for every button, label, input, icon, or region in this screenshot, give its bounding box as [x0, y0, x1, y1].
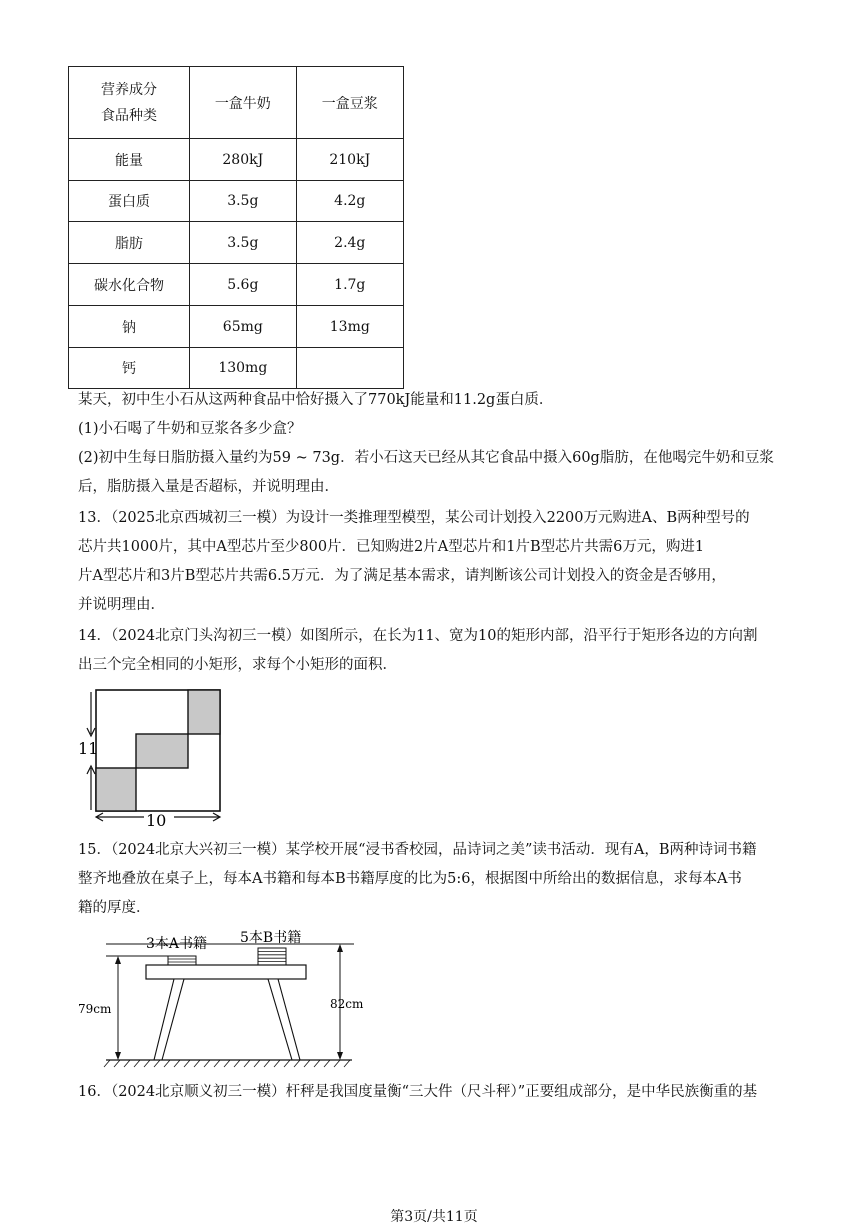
cell-soy: 1.7g	[296, 264, 403, 306]
q13-line1: 13．（2025北京西城初三一模）为设计一类推理型模型，某公司计划投入2200万元购进A、B两种型号的	[78, 510, 750, 526]
small-rectangle	[96, 768, 136, 811]
row-name: 钙	[69, 348, 190, 389]
q16-block	[78, 1078, 798, 1107]
nutrition-table	[68, 66, 404, 389]
cell-soy: 13mg	[296, 306, 403, 348]
label-a-books: 3本A书籍	[146, 936, 208, 952]
cell-milk: 3.5g	[190, 181, 297, 222]
right-height-label: 82cm	[330, 997, 364, 1011]
table-leg	[154, 979, 184, 1060]
cell-milk: 130mg	[190, 348, 297, 389]
table-top	[146, 965, 306, 979]
table-row	[69, 139, 404, 181]
cell-milk: 65mg	[190, 306, 297, 348]
left-height-label: 79cm	[78, 1002, 112, 1016]
header-bottom-label: 食品种类	[101, 107, 158, 124]
table-row	[69, 348, 404, 389]
width-label: 10	[146, 811, 167, 830]
cell-soy: 4.2g	[296, 181, 403, 222]
q12-part2-line2: 后，脂肪摄入量是否超标，并说明理由．	[78, 479, 339, 495]
header-top-label: 营养成分	[101, 81, 158, 98]
page-footer: 第3页/共11页	[390, 1209, 478, 1225]
q13-block	[78, 504, 798, 620]
q15-line3: 籍的厚度．	[78, 900, 151, 916]
q15-line2: 整齐地叠放在桌子上，每本A书籍和每本B书籍厚度的比为5:6，根据图中所给出的数据信息，求每本A书	[78, 871, 742, 887]
small-rectangle	[136, 734, 188, 768]
row-name: 碳水化合物	[69, 264, 190, 306]
q14-block	[78, 622, 798, 680]
q13-line3: 片A型芯片和3片B型芯片共需6.5万元．为了满足基本需求，请判断该公司计划投入的资金是否够用，	[78, 568, 726, 584]
cell-milk: 3.5g	[190, 222, 297, 264]
cell-soy: 2.4g	[296, 222, 403, 264]
cell-milk: 5.6g	[190, 264, 297, 306]
table-row	[69, 222, 404, 264]
row-name: 能量	[69, 139, 190, 181]
q12-block	[78, 386, 798, 502]
q13-line4: 并说明理由．	[78, 597, 165, 613]
q13-line2: 芯片共1000片，其中A型芯片至少800片．已知购进2片A型芯片和1片B型芯片共需6万元，购进1	[78, 539, 705, 555]
q12-intro: 某天，初中生小石从这两种食品中恰好摄入了770kJ能量和11.2g蛋白质．	[78, 392, 554, 408]
arrow-head-icon	[115, 1052, 121, 1060]
q15-line1: 15．（2024北京大兴初三一模）某学校开展“浸书香校园，品诗词之美”读书活动．现有A，B两种诗词书籍	[78, 842, 757, 858]
table-row	[69, 181, 404, 222]
ground-hatching	[104, 1060, 350, 1067]
row-name: 脂肪	[69, 222, 190, 264]
col-header-milk: 一盒牛奶	[190, 67, 297, 139]
table-row	[69, 306, 404, 348]
row-name: 钠	[69, 306, 190, 348]
q14-line1: 14．（2024北京门头沟初三一模）如图所示，在长为11、宽为10的矩形内部，沿平行于矩形各边的方向割	[78, 628, 758, 644]
small-rectangle	[188, 690, 220, 734]
cell-soy	[296, 348, 403, 389]
table-header-row	[69, 67, 404, 139]
cell-milk: 280kJ	[190, 139, 297, 181]
col-header-soy: 一盒豆浆	[296, 67, 403, 139]
table-leg	[268, 979, 300, 1060]
arrow-head-icon	[337, 1052, 343, 1060]
q15-block	[78, 836, 798, 923]
book-stack-a	[168, 956, 196, 965]
q16-line1: 16．（2024北京顺义初三一模）杆秤是我国度量衡“三大件（尺斗秤）”正要组成部分，是中华民族衡重的基	[78, 1084, 758, 1100]
cell-soy: 210kJ	[296, 139, 403, 181]
arrow-head-icon	[115, 956, 121, 964]
height-label: 11	[78, 739, 99, 758]
arrow-head-icon	[337, 944, 343, 952]
row-name: 蛋白质	[69, 181, 190, 222]
q14-figure	[74, 684, 234, 832]
q12-part1: (1)小石喝了牛奶和豆浆各多少盒？	[78, 421, 302, 437]
table-row	[69, 264, 404, 306]
q15-figure	[76, 926, 366, 1068]
book-stack-b	[258, 948, 286, 965]
table-header-cell	[69, 67, 190, 139]
q12-part2-line1: (2)初中生每日脂肪摄入量约为59 ~ 73g．若小石这天已经从其它食品中摄入60g脂肪，在他喝完牛奶和豆浆	[78, 450, 774, 466]
label-b-books: 5本B书籍	[240, 930, 302, 946]
q14-line2: 出三个完全相同的小矩形，求每个小矩形的面积．	[78, 657, 397, 673]
